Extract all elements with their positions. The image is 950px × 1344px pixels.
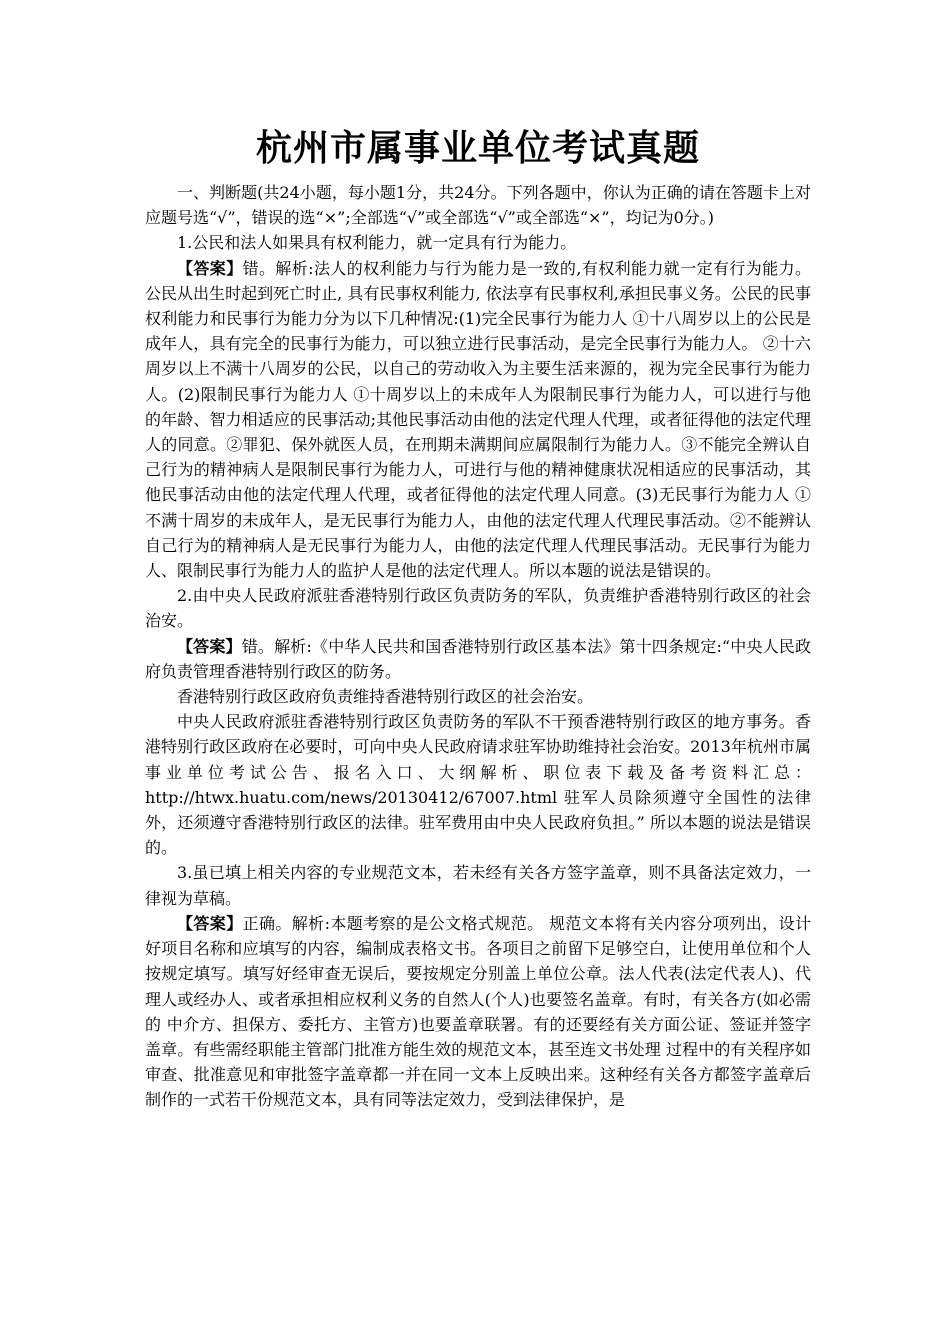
answer-2 xyxy=(145,634,811,684)
question-2 xyxy=(145,583,811,633)
paragraph-text: 2.由中央人民政府派驻香港特别行政区负责防务的军队，负责维护香港特别行政区的社会治安。 xyxy=(145,586,811,631)
paragraph-text: 1.公民和法人如果具有权利能力，就一定具有行为能力。 xyxy=(177,233,577,253)
paragraph-text: 中央人民政府派驻香港特别行政区负责防务的军队不干预香港特别行政区的地方事务。香港特别行政区政府在必要时，可向中央人民政府请求驻军协助维持社会治安。2013年杭州市属事业单位考试公告、报名入口、大纲解析、职位表下载及备考资料汇总：http://htwx.huatu.com/news/20130412/67007.html 驻军人员除须遵守全国性的法律外，还须遵守香港特别行政区的法律。驻军费用由中央人民政府负担。” 所以本题的说法是错误的。 xyxy=(145,712,811,858)
question-1 xyxy=(145,230,811,255)
answer-2-continued xyxy=(145,684,811,709)
paragraph-text: 3.虽已填上相关内容的专业规范文本，若未经有关各方签字盖章，则不具备法定效力，一律视为草稿。 xyxy=(145,863,811,908)
paragraph-text: 错。解析:《中华人民共和国香港特别行政区基本法》第十四条规定:“中央人民政府负责管理香港特别行政区的防务。 xyxy=(145,636,811,681)
answer-3 xyxy=(145,911,811,1113)
paragraph-text: 正确。解析:本题考察的是公文格式规范。 规范文本将有关内容分项列出，设计好项目名称和应填写的内容，编制成表格文书。各项目之前留下足够空白，让使用单位和个人按规定填写。填写好经审查无误后，要按规定分别盖上单位公章。法人代表(法定代表人)、代理人或经办人、或者承担相应权利义务的自然人(个人)也要签名盖章。有时，有关各方(如必需的 中介方、担保方、委托方、主管方)也要盖章联署。有的还要经有关方面公证、签证并签字盖章。有些需经职能主管部门批准方能生效的规范文本，甚至连文书处理 过程中的有关程序如审查、批准意见和审批签字盖章都一并在同一文本上反映出来。这种经有关各方都签字盖章后制作的一式若干份规范文本，具有同等法定效力，受到法律保护，是 xyxy=(145,913,811,1110)
answer-2-continued xyxy=(145,709,811,860)
paragraph-text: 香港特别行政区政府负责维持香港特别行政区的社会治安。 xyxy=(177,687,594,707)
answer-label: 【答案】 xyxy=(177,636,242,656)
answer-1 xyxy=(145,256,811,584)
answer-label: 【答案】 xyxy=(177,913,243,933)
section-intro-paragraph xyxy=(145,180,811,230)
answer-label: 【答案】 xyxy=(177,258,243,278)
paragraph-text: 错。解析:法人的权利能力与行为能力是一致的,有权利能力就一定有行为能力。公民从出生时起到死亡时止, 具有民事权利能力, 依法享有民事权利,承担民事义务。公民的民事权利能力和民事行为能力分为以下几种情况:(1)完全民事行为能力人 ①十八周岁以上的公民是成年人，具有完全的民事行为能力，可以独立进行民事活动，是完全民事行为能力人。 ②十六周岁以上不满十八周岁的公民，以自己的劳动收入为主要生活来源的，视为完全民事行为能力人。(2)限制民事行为能力人 ①十周岁以上的未成年人为限制民事行为能力人，可以进行与他的年龄、智力相适应的民事活动;其他民事活动由他的法定代理人代理，或者征得他的法定代理人的同意。②罪犯、保外就医人员，在刑期未满期间应属限制行为能力人。③不能完全辨认自己行为的精神病人是限制民事行为能力人，可进行与他的精神健康状况相适应的民事活动，其他民事活动由他的法定代理人代理，或者征得他的法定代理人同意。(3)无民事行为能力人 ①不满十周岁的未成年人，是无民事行为能力人，由他的法定代理人代理民事活动。②不能辨认自己行为的精神病人是无民事行为能力人，由他的法定代理人代理民事活动。无民事行为能力人、限制民事行为能力人的监护人是他的法定代理人。所以本题的说法是错误的。 xyxy=(145,258,811,581)
question-3 xyxy=(145,860,811,910)
document-title: 杭州市属事业单位考试真题 xyxy=(255,128,700,169)
paragraph-text: 一、判断题(共24小题，每小题1分，共24分。下列各题中，你认为正确的请在答题卡上对应题号选“√”，错误的选“×”;全部选“√”或全部选“√”或全部选“×”，均记为0分。) xyxy=(145,183,811,228)
document-page xyxy=(145,120,811,1113)
